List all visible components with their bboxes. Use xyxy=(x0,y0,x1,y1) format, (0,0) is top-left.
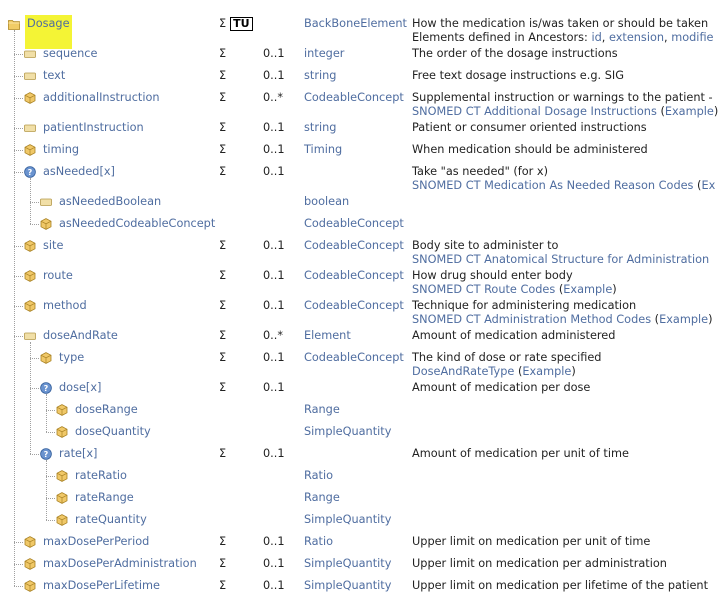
binding-link[interactable]: SNOMED CT Administration Method Codes xyxy=(412,313,652,326)
flags: Σ xyxy=(219,91,227,104)
tree-row[interactable] xyxy=(0,266,705,296)
datatype-cube-icon xyxy=(56,470,68,482)
element-description: Patient or consumer oriented instructions xyxy=(412,121,647,134)
svg-text:?: ? xyxy=(43,450,49,459)
element-type-link[interactable]: Ratio xyxy=(304,469,334,482)
primitive-element-icon xyxy=(24,70,36,82)
element-description: How drug should enter body SNOMED CT Route Codes (Example) xyxy=(412,269,617,296)
flags: Σ xyxy=(219,447,227,460)
binding-strength-link[interactable]: Example xyxy=(664,105,714,118)
element-name[interactable]: Dosage xyxy=(27,17,70,30)
element-name[interactable]: maxDosePerAdministration xyxy=(43,557,197,570)
element-name[interactable]: text xyxy=(43,69,66,82)
flags: Σ xyxy=(219,351,227,364)
tree-row[interactable] xyxy=(0,162,716,192)
tree-row[interactable] xyxy=(0,378,705,400)
cardinality: 0..1 xyxy=(263,165,285,178)
element-type-link[interactable]: Range xyxy=(304,491,340,504)
binding-link[interactable]: SNOMED CT Anatomical Structure for Administration xyxy=(412,253,710,266)
datatype-cube-icon xyxy=(40,352,52,364)
element-description: Upper limit on medication per administration xyxy=(412,557,667,570)
flags: Σ xyxy=(219,69,227,82)
tree-row[interactable] xyxy=(0,88,718,118)
datatype-cube-icon xyxy=(56,404,68,416)
svg-text:?: ? xyxy=(43,384,49,393)
element-type-link[interactable]: Ratio xyxy=(304,535,334,548)
tree-row[interactable] xyxy=(0,422,705,444)
binding-strength-link[interactable]: Example xyxy=(522,365,572,378)
tree-row[interactable] xyxy=(0,554,705,576)
tree-row[interactable] xyxy=(0,400,705,422)
binding-strength-link[interactable]: Example xyxy=(563,283,613,296)
element-name[interactable]: doseAndRate xyxy=(43,329,118,342)
cardinality: 0..1 xyxy=(263,381,285,394)
element-name[interactable]: method xyxy=(43,299,87,312)
svg-text:?: ? xyxy=(27,168,33,177)
cardinality: 0..1 xyxy=(263,47,285,60)
element-description: Technique for administering medication SNOMED CT Administration Method Codes (Example) xyxy=(412,299,713,326)
element-type-link[interactable]: Range xyxy=(304,403,340,416)
element-description: Upper limit on medication per lifetime of the patient xyxy=(412,579,709,592)
element-name[interactable]: rateRatio xyxy=(75,469,127,482)
datatype-cube-icon xyxy=(24,240,36,252)
tree-row[interactable] xyxy=(0,214,705,236)
element-name[interactable]: asNeededCodeableConcept xyxy=(59,217,216,230)
element-description: Upper limit on medication per unit of time xyxy=(412,535,651,548)
element-name[interactable]: additionalInstruction xyxy=(43,91,160,104)
tree-row[interactable] xyxy=(0,140,705,162)
element-type-link[interactable]: string xyxy=(304,121,337,134)
element-name[interactable]: timing xyxy=(43,143,80,156)
element-name[interactable]: maxDosePerPeriod xyxy=(43,535,150,548)
datatype-cube-icon xyxy=(24,270,36,282)
cardinality: 0..1 xyxy=(263,143,285,156)
element-type-link[interactable]: CodeableConcept xyxy=(304,269,404,282)
element-type-link[interactable]: CodeableConcept xyxy=(304,239,404,252)
element-name[interactable]: maxDosePerLifetime xyxy=(43,579,160,592)
flags: Σ xyxy=(219,143,227,156)
cardinality: 0..1 xyxy=(263,351,285,364)
element-description: The order of the dosage instructions xyxy=(412,47,618,60)
element-type-link[interactable]: SimpleQuantity xyxy=(304,425,392,438)
element-description: Amount of medication per dose xyxy=(412,381,591,394)
element-type-link[interactable]: Element xyxy=(304,329,351,342)
datatype-cube-icon xyxy=(24,92,36,104)
primitive-element-icon xyxy=(24,330,36,342)
element-name[interactable]: route xyxy=(43,269,73,282)
element-type-link[interactable]: string xyxy=(304,69,337,82)
tree-row[interactable] xyxy=(0,466,705,488)
element-type-link[interactable]: CodeableConcept xyxy=(304,351,404,364)
datatype-cube-icon xyxy=(40,218,52,230)
tree-row[interactable] xyxy=(0,236,710,266)
tree-row[interactable] xyxy=(0,118,705,140)
tree-row[interactable] xyxy=(0,192,705,214)
cardinality: 0..1 xyxy=(263,447,285,460)
element-name[interactable]: site xyxy=(43,239,64,252)
binding-link[interactable]: SNOMED CT Route Codes xyxy=(412,283,556,296)
tree-row[interactable] xyxy=(0,326,705,348)
datatype-cube-icon xyxy=(24,144,36,156)
ancestor-link[interactable]: modifie xyxy=(671,31,714,44)
choice-question-icon xyxy=(40,382,52,394)
primitive-element-icon xyxy=(24,122,36,134)
element-description: The kind of dose or rate specified DoseAndRateType (Example) xyxy=(412,351,602,378)
tree-row[interactable] xyxy=(0,444,705,466)
choice-question-icon xyxy=(24,166,36,178)
datatype-cube-icon xyxy=(24,536,36,548)
folder-icon xyxy=(8,18,20,30)
element-type-link[interactable]: boolean xyxy=(304,195,350,208)
element-name[interactable]: asNeeded[x] xyxy=(43,165,115,178)
tree-row-dosage[interactable] xyxy=(0,14,714,44)
cardinality: 0..* xyxy=(263,329,284,342)
element-name[interactable]: rateRange xyxy=(75,491,134,504)
flags: Σ xyxy=(219,329,227,342)
element-name[interactable]: type xyxy=(59,351,85,364)
cardinality: 0..1 xyxy=(263,579,285,592)
element-type-link[interactable]: BackBoneElement xyxy=(304,17,407,30)
binding-link[interactable]: SNOMED CT Medication As Needed Reason Codes xyxy=(412,179,694,192)
tree-row[interactable] xyxy=(0,532,705,554)
element-description: Amount of medication per unit of time xyxy=(412,447,629,460)
tree-row[interactable] xyxy=(0,296,713,326)
datatype-cube-icon xyxy=(24,558,36,570)
binding-link[interactable]: SNOMED CT Additional Dosage Instructions xyxy=(412,105,657,118)
datatype-cube-icon xyxy=(56,426,68,438)
cardinality: 0..1 xyxy=(263,69,285,82)
tree-row[interactable] xyxy=(0,66,705,88)
flags: Σ TU xyxy=(219,17,253,31)
choice-question-icon xyxy=(40,448,52,460)
flags: Σ xyxy=(219,579,227,592)
element-description: Free text dosage instructions e.g. SIG xyxy=(412,69,624,82)
element-description: Body site to administer to SNOMED CT Anatomical Structure for Administration xyxy=(412,239,710,266)
element-name[interactable]: doseRange xyxy=(75,403,138,416)
primitive-element-icon xyxy=(40,196,52,208)
binding-link[interactable]: DoseAndRateType xyxy=(412,365,515,378)
tree-row[interactable] xyxy=(0,348,705,378)
flags: Σ xyxy=(219,299,227,312)
element-name[interactable]: dose[x] xyxy=(59,381,102,394)
cardinality: 0..1 xyxy=(263,239,285,252)
element-type-link[interactable]: CodeableConcept xyxy=(304,299,404,312)
element-name[interactable]: patientInstruction xyxy=(43,121,144,134)
cardinality: 0..1 xyxy=(263,557,285,570)
element-type-link[interactable]: SimpleQuantity xyxy=(304,513,392,526)
tu-badge: TU xyxy=(230,17,252,31)
cardinality: 0..1 xyxy=(263,269,285,282)
tree-row[interactable] xyxy=(0,510,705,532)
cardinality: 0..* xyxy=(263,91,284,104)
tree-row[interactable] xyxy=(0,576,709,598)
element-type-link[interactable]: SimpleQuantity xyxy=(304,557,392,570)
flags: Σ xyxy=(219,121,227,134)
element-description: How the medication is/was taken or should be taken Elements defined in Ancestors: id, extension, modifie xyxy=(412,17,714,44)
element-description: When medication should be administered xyxy=(412,143,648,156)
datatype-cube-icon xyxy=(56,492,68,504)
flags: Σ xyxy=(219,239,227,252)
primitive-element-icon xyxy=(24,48,36,60)
datatype-cube-icon xyxy=(24,580,36,592)
flags: Σ xyxy=(219,165,227,178)
datatype-cube-icon xyxy=(56,514,68,526)
element-name[interactable]: sequence xyxy=(43,47,98,60)
ancestor-link[interactable]: extension xyxy=(608,31,665,44)
flags: Σ xyxy=(219,269,227,282)
element-type-link[interactable]: Timing xyxy=(304,143,343,156)
flags: Σ xyxy=(219,381,227,394)
element-type-link[interactable]: SimpleQuantity xyxy=(304,579,392,592)
datatype-cube-icon xyxy=(24,300,36,312)
element-description: Amount of medication administered xyxy=(412,329,616,342)
tree-row[interactable] xyxy=(0,44,705,66)
cardinality: 0..1 xyxy=(263,535,285,548)
tree-row[interactable] xyxy=(0,488,705,510)
cardinality: 0..1 xyxy=(263,299,285,312)
element-name[interactable]: rate[x] xyxy=(59,447,98,460)
element-description: Take "as needed" (for x) SNOMED CT Medication As Needed Reason Codes (Ex xyxy=(412,165,716,192)
element-description: Supplemental instruction or warnings to the patient - SNOMED CT Additional Dosage Instructions (Example) xyxy=(412,91,718,118)
element-type-link[interactable]: CodeableConcept xyxy=(304,91,404,104)
binding-strength-link[interactable]: Ex xyxy=(701,179,716,192)
ancestor-link[interactable]: id xyxy=(591,31,602,44)
element-type-link[interactable]: CodeableConcept xyxy=(304,217,404,230)
flags: Σ xyxy=(219,535,227,548)
element-type-link[interactable]: integer xyxy=(304,47,345,60)
element-name[interactable]: rateQuantity xyxy=(75,513,147,526)
flags: Σ xyxy=(219,557,227,570)
element-name[interactable]: doseQuantity xyxy=(75,425,151,438)
binding-strength-link[interactable]: Example xyxy=(659,313,709,326)
cardinality: 0..1 xyxy=(263,121,285,134)
flags: Σ xyxy=(219,47,227,60)
element-name[interactable]: asNeededBoolean xyxy=(59,195,162,208)
